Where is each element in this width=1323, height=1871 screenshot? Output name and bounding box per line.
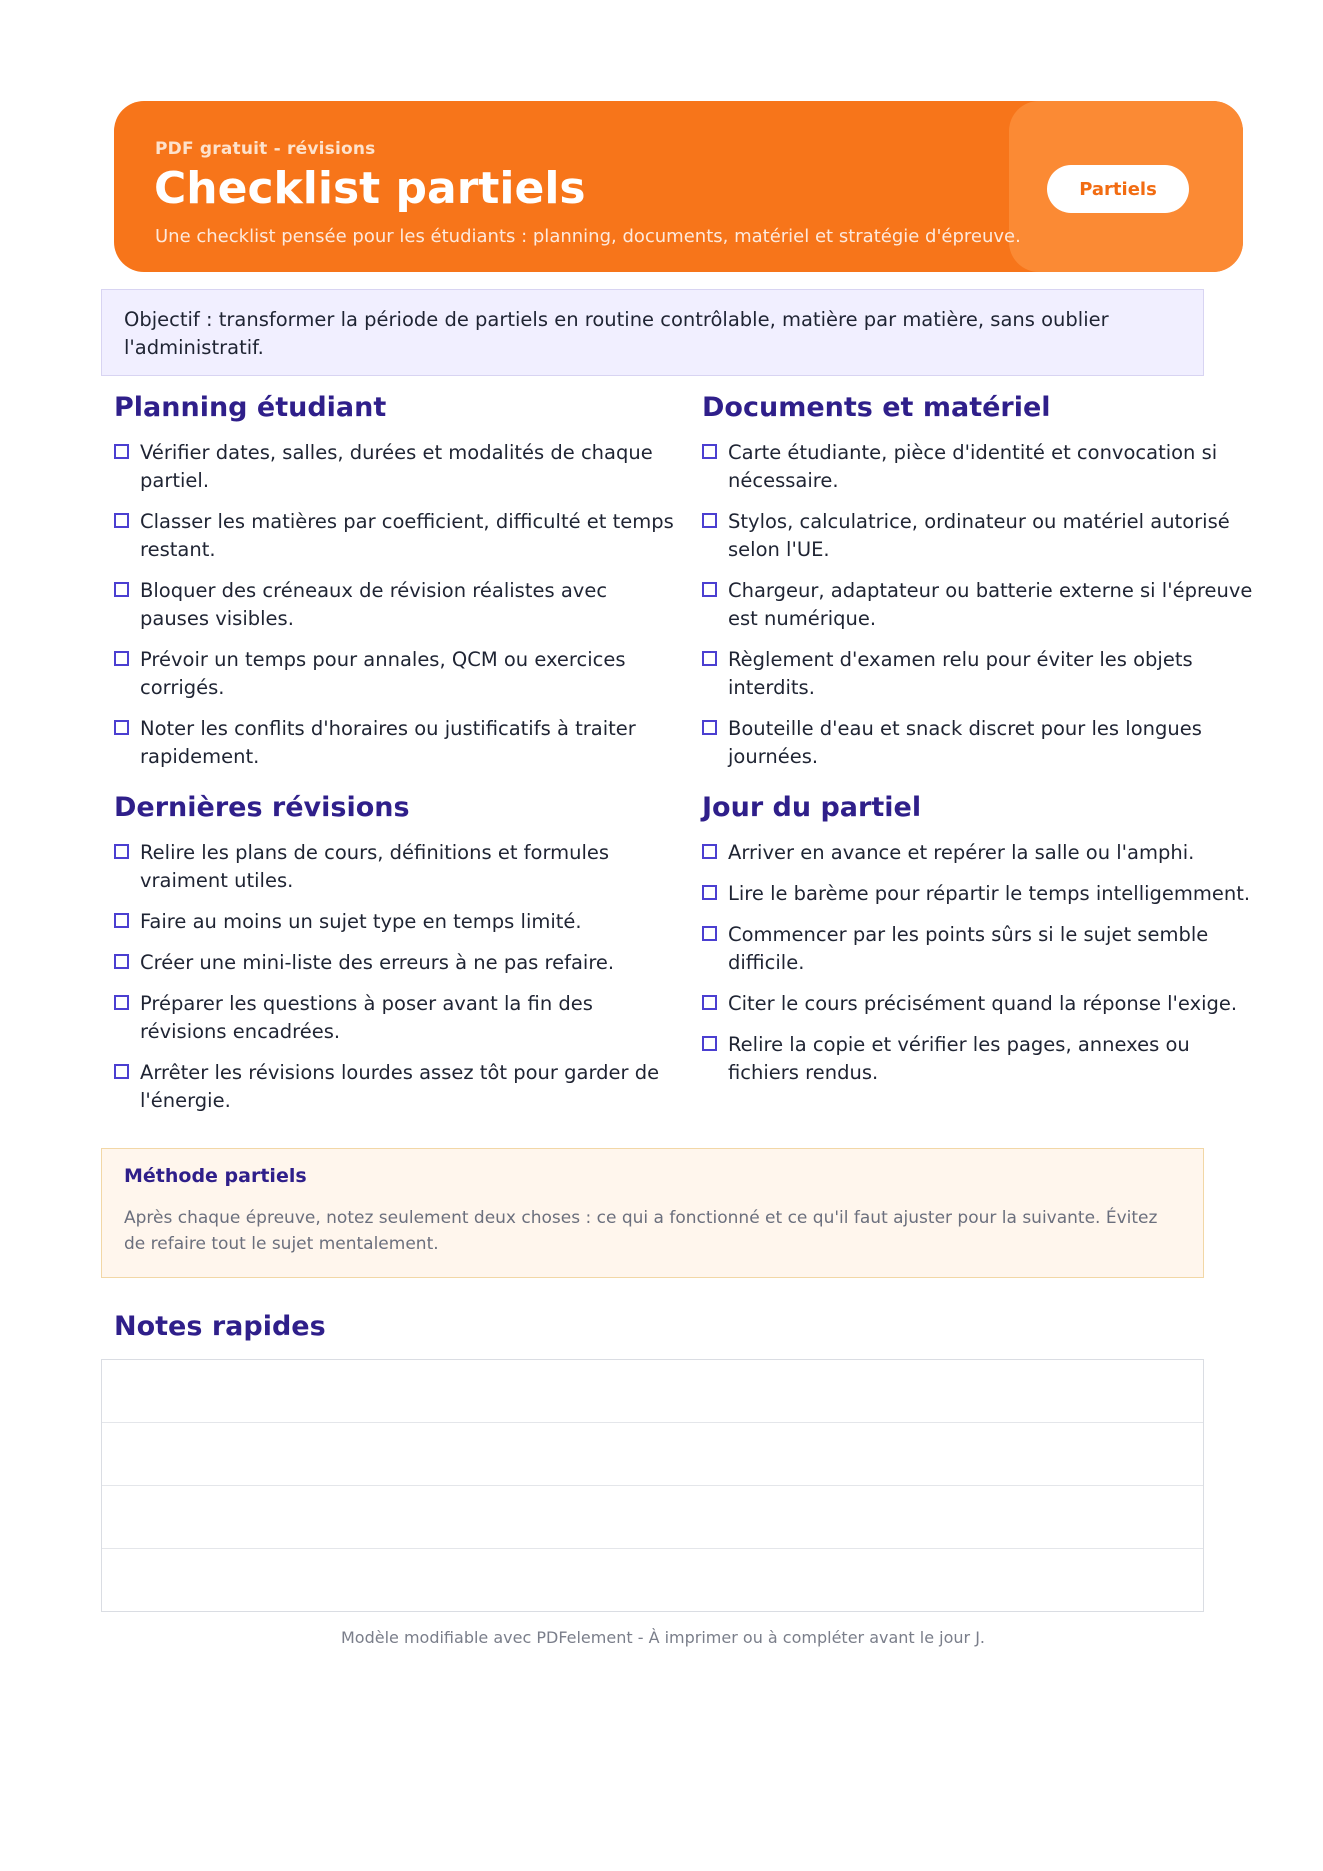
item-label: Chargeur, adaptateur ou batterie externe si l'épreuve est numérique. — [728, 579, 1253, 630]
method-text: Après chaque épreuve, notez seulement deux choses : ce qui a fonctionné et ce qu'il faut ajuster pour la suivante. Évitez de refaire tout le sujet mentalement. — [124, 1208, 1158, 1254]
checklist-item[interactable] — [702, 880, 1262, 908]
checklist-item[interactable] — [702, 921, 1262, 977]
checkbox-icon[interactable] — [702, 995, 717, 1010]
item-label: Arriver en avance et repérer la salle ou l'amphi. — [728, 841, 1195, 864]
checkbox-icon[interactable] — [114, 720, 129, 735]
checkbox-icon[interactable] — [702, 720, 717, 735]
header-kicker: PDF gratuit - révisions — [155, 139, 376, 159]
note-line[interactable] — [102, 1486, 1203, 1549]
checkbox-icon[interactable] — [114, 995, 129, 1010]
header-subtitle: Une checklist pensée pour les étudiants : planning, documents, matériel et stratégie d'épreuve. — [155, 226, 1021, 247]
item-label: Bloquer des créneaux de révision réalistes avec pauses visibles. — [140, 579, 608, 630]
note-line[interactable] — [102, 1423, 1203, 1486]
checkbox-icon[interactable] — [702, 885, 717, 900]
checkbox-icon[interactable] — [114, 1064, 129, 1079]
checkbox-icon[interactable] — [114, 444, 129, 459]
checklist — [702, 839, 1262, 1087]
section-planning — [114, 391, 674, 784]
checklist-item[interactable] — [114, 990, 674, 1046]
checkbox-icon[interactable] — [702, 444, 717, 459]
item-label: Relire les plans de cours, définitions et formules vraiment utiles. — [140, 841, 610, 892]
checklist-item[interactable] — [702, 1031, 1262, 1087]
item-label: Citer le cours précisément quand la réponse l'exige. — [728, 992, 1238, 1015]
item-label: Prévoir un temps pour annales, QCM ou exercices corrigés. — [140, 648, 626, 699]
checkbox-icon[interactable] — [114, 513, 129, 528]
item-label: Règlement d'examen relu pour éviter les objets interdits. — [728, 648, 1193, 699]
note-line[interactable] — [102, 1360, 1203, 1423]
item-label: Vérifier dates, salles, durées et modalités de chaque partiel. — [140, 441, 653, 492]
checklist-item[interactable] — [702, 577, 1262, 633]
checklist-item[interactable] — [702, 715, 1262, 771]
section-title: Planning étudiant — [114, 392, 387, 423]
section-title: Jour du partiel — [702, 792, 922, 823]
checklist-item[interactable] — [702, 839, 1262, 867]
checkbox-icon[interactable] — [702, 582, 717, 597]
checklist-item[interactable] — [114, 646, 674, 702]
item-label: Faire au moins un sujet type en temps limité. — [140, 910, 582, 933]
checkbox-icon[interactable] — [114, 844, 129, 859]
checklist-item[interactable] — [114, 908, 674, 936]
section-documents — [702, 391, 1262, 784]
item-label: Relire la copie et vérifier les pages, annexes ou fichiers rendus. — [728, 1033, 1190, 1084]
objective-box: Objectif : transformer la période de partiels en routine contrôlable, matière par matière, sans oublier l'administratif. — [101, 289, 1204, 376]
method-box — [101, 1148, 1204, 1278]
checklist — [114, 839, 674, 1115]
item-label: Créer une mini-liste des erreurs à ne pas refaire. — [140, 951, 615, 974]
note-line[interactable] — [102, 1549, 1203, 1612]
item-label: Arrêter les révisions lourdes assez tôt pour garder de l'énergie. — [140, 1061, 660, 1112]
checklist-item[interactable] — [702, 990, 1262, 1018]
section-title: Documents et matériel — [702, 392, 1051, 423]
checklist-item[interactable] — [114, 508, 674, 564]
partiels-badge[interactable]: Partiels — [1047, 165, 1189, 213]
section-jour-partiel — [702, 791, 1262, 1100]
checkbox-icon[interactable] — [114, 651, 129, 666]
checkbox-icon[interactable] — [702, 513, 717, 528]
checklist-item[interactable] — [702, 508, 1262, 564]
checkbox-icon[interactable] — [702, 651, 717, 666]
item-label: Carte étudiante, pièce d'identité et convocation si nécessaire. — [728, 441, 1218, 492]
checkbox-icon[interactable] — [114, 582, 129, 597]
checklist-item[interactable] — [114, 949, 674, 977]
checklist-item[interactable] — [114, 839, 674, 895]
checklist-item[interactable] — [114, 577, 674, 633]
checklist-item[interactable] — [114, 1059, 674, 1115]
item-label: Lire le barème pour répartir le temps intelligemment. — [728, 882, 1251, 905]
item-label: Noter les conflits d'horaires ou justificatifs à traiter rapidement. — [140, 717, 636, 768]
checkbox-icon[interactable] — [702, 926, 717, 941]
method-title: Méthode partiels — [124, 1165, 307, 1187]
checklist — [702, 439, 1262, 771]
section-title: Dernières révisions — [114, 792, 410, 823]
item-label: Commencer par les points sûrs si le sujet semble difficile. — [728, 923, 1209, 974]
checkbox-icon[interactable] — [114, 913, 129, 928]
item-label: Stylos, calculatrice, ordinateur ou matériel autorisé selon l'UE. — [728, 510, 1230, 561]
section-revisions — [114, 791, 674, 1128]
checkbox-icon[interactable] — [702, 844, 717, 859]
checklist-item[interactable] — [702, 439, 1262, 495]
checkbox-icon[interactable] — [702, 1036, 717, 1051]
item-label: Classer les matières par coefficient, difficulté et temps restant. — [140, 510, 674, 561]
footer-text: Modèle modifiable avec PDFelement - À imprimer ou à compléter avant le jour J. — [340, 1628, 985, 1647]
item-label: Préparer les questions à poser avant la fin des révisions encadrées. — [140, 992, 593, 1043]
page-title: Checklist partiels — [154, 163, 586, 214]
header-banner — [114, 101, 1243, 272]
notes-title: Notes rapides — [114, 1311, 326, 1342]
checklist-item[interactable] — [114, 715, 674, 771]
checklist-item[interactable] — [114, 439, 674, 495]
notes-area[interactable] — [101, 1359, 1204, 1612]
checklist-item[interactable] — [702, 646, 1262, 702]
item-label: Bouteille d'eau et snack discret pour les longues journées. — [728, 717, 1202, 768]
checklist — [114, 439, 674, 771]
checkbox-icon[interactable] — [114, 954, 129, 969]
